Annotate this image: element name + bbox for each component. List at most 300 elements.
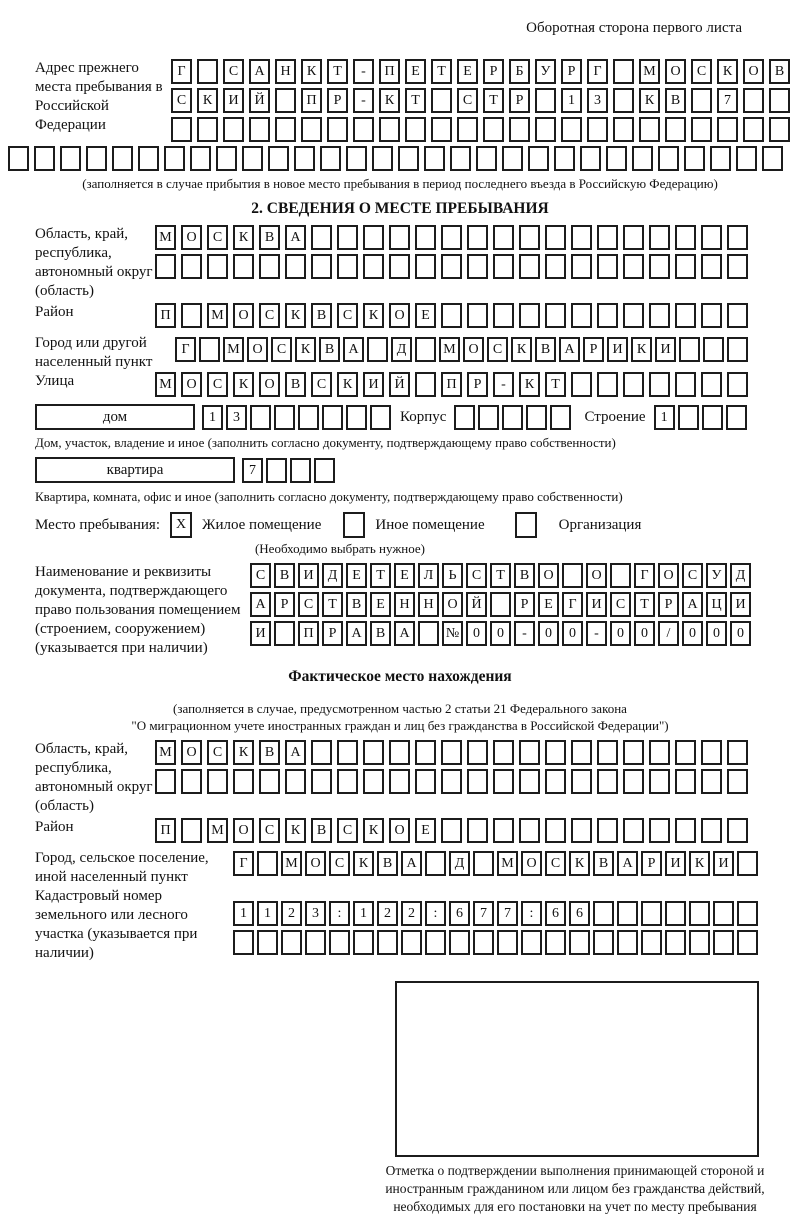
char-cell[interactable]: М [155,372,176,397]
char-cell[interactable] [562,563,583,588]
char-cell[interactable]: О [181,740,202,765]
char-cell[interactable] [441,740,462,765]
char-cell[interactable]: К [233,372,254,397]
char-cell[interactable]: К [197,88,218,113]
char-cell[interactable] [736,146,757,171]
char-cell[interactable] [675,303,696,328]
char-cell[interactable]: 0 [466,621,487,646]
char-cell[interactable] [329,930,350,955]
char-cell[interactable] [274,405,295,430]
char-cell[interactable]: Р [327,88,348,113]
char-cell[interactable]: Е [370,592,391,617]
char-cell[interactable]: О [233,818,254,843]
char-cell[interactable] [493,225,514,250]
char-cell[interactable] [8,146,29,171]
char-cell[interactable]: П [155,303,176,328]
char-cell[interactable] [571,769,592,794]
char-cell[interactable]: 0 [634,621,655,646]
char-cell[interactable]: : [329,901,350,926]
char-cell[interactable]: С [171,88,192,113]
char-cell[interactable] [431,88,452,113]
char-cell[interactable]: В [514,563,535,588]
char-cell[interactable]: М [155,225,176,250]
char-cell[interactable]: 0 [538,621,559,646]
char-cell[interactable] [502,405,523,430]
char-cell[interactable]: К [519,372,540,397]
char-cell[interactable]: С [298,592,319,617]
char-cell[interactable]: Г [587,59,608,84]
char-cell[interactable]: С [545,851,566,876]
char-cell[interactable] [363,769,384,794]
char-cell[interactable] [301,117,322,142]
char-cell[interactable]: / [658,621,679,646]
char-cell[interactable]: С [329,851,350,876]
char-cell[interactable] [689,901,710,926]
char-cell[interactable]: С [223,59,244,84]
char-cell[interactable]: О [247,337,268,362]
char-cell[interactable]: Б [509,59,530,84]
char-cell[interactable] [353,930,374,955]
char-cell[interactable] [424,146,445,171]
char-cell[interactable] [389,225,410,250]
char-cell[interactable] [233,930,254,955]
char-cell[interactable] [593,930,614,955]
char-cell[interactable] [545,740,566,765]
char-cell[interactable] [327,117,348,142]
char-cell[interactable]: А [559,337,580,362]
char-cell[interactable] [571,372,592,397]
char-cell[interactable]: Р [509,88,530,113]
char-cell[interactable]: Р [641,851,662,876]
char-cell[interactable] [322,405,343,430]
char-cell[interactable] [233,769,254,794]
char-cell[interactable]: 7 [717,88,738,113]
char-cell[interactable]: С [271,337,292,362]
char-cell[interactable]: С [207,740,228,765]
char-cell[interactable] [181,769,202,794]
char-cell[interactable] [155,254,176,279]
char-cell[interactable] [415,372,436,397]
char-cell[interactable] [372,146,393,171]
char-cell[interactable] [519,769,540,794]
char-cell[interactable] [389,740,410,765]
char-cell[interactable]: С [682,563,703,588]
char-cell[interactable] [597,225,618,250]
char-cell[interactable] [476,146,497,171]
char-cell[interactable] [257,930,278,955]
char-cell[interactable] [545,769,566,794]
char-cell[interactable]: 6 [449,901,470,926]
char-cell[interactable] [684,146,705,171]
char-cell[interactable] [545,225,566,250]
char-cell[interactable]: П [298,621,319,646]
char-cell[interactable]: - [514,621,535,646]
char-cell[interactable] [320,146,341,171]
char-cell[interactable] [641,930,662,955]
char-cell[interactable]: Н [418,592,439,617]
char-cell[interactable] [493,740,514,765]
char-cell[interactable] [346,405,367,430]
char-cell[interactable] [675,818,696,843]
char-cell[interactable] [223,117,244,142]
char-cell[interactable] [181,818,202,843]
char-cell[interactable] [250,405,271,430]
char-cell[interactable] [305,930,326,955]
char-cell[interactable] [60,146,81,171]
char-cell[interactable]: А [617,851,638,876]
char-cell[interactable]: Г [233,851,254,876]
char-cell[interactable] [415,740,436,765]
char-cell[interactable] [415,254,436,279]
char-cell[interactable]: Р [583,337,604,362]
char-cell[interactable] [737,851,758,876]
char-cell[interactable]: О [521,851,542,876]
char-cell[interactable]: Р [561,59,582,84]
char-cell[interactable] [281,930,302,955]
char-cell[interactable] [314,458,335,483]
char-cell[interactable] [703,337,724,362]
char-cell[interactable]: Л [418,563,439,588]
char-cell[interactable]: - [493,372,514,397]
char-cell[interactable] [701,372,722,397]
char-cell[interactable] [449,930,470,955]
char-cell[interactable] [509,117,530,142]
char-cell[interactable] [675,372,696,397]
char-cell[interactable]: У [535,59,556,84]
char-cell[interactable]: А [682,592,703,617]
char-cell[interactable] [571,225,592,250]
char-cell[interactable]: О [743,59,764,84]
char-cell[interactable]: Т [634,592,655,617]
char-cell[interactable]: Д [449,851,470,876]
char-cell[interactable]: К [363,818,384,843]
char-cell[interactable]: 7 [242,458,263,483]
char-cell[interactable] [441,225,462,250]
char-cell[interactable] [561,117,582,142]
char-cell[interactable]: Е [457,59,478,84]
char-cell[interactable] [249,117,270,142]
char-cell[interactable]: С [610,592,631,617]
char-cell[interactable]: Р [467,372,488,397]
char-cell[interactable] [298,405,319,430]
char-cell[interactable]: В [593,851,614,876]
char-cell[interactable] [737,930,758,955]
char-cell[interactable]: К [233,740,254,765]
char-cell[interactable] [519,740,540,765]
char-cell[interactable]: Й [389,372,410,397]
char-cell[interactable] [473,851,494,876]
char-cell[interactable]: О [181,372,202,397]
char-cell[interactable] [441,769,462,794]
char-cell[interactable]: Д [322,563,343,588]
char-cell[interactable] [398,146,419,171]
char-cell[interactable]: К [569,851,590,876]
char-cell[interactable] [727,303,748,328]
char-cell[interactable]: Р [322,621,343,646]
char-cell[interactable] [415,225,436,250]
char-cell[interactable] [649,740,670,765]
char-cell[interactable] [571,818,592,843]
char-cell[interactable] [649,254,670,279]
char-cell[interactable] [259,254,280,279]
char-cell[interactable]: К [295,337,316,362]
char-cell[interactable] [405,117,426,142]
char-cell[interactable]: И [730,592,751,617]
char-cell[interactable] [550,405,571,430]
char-cell[interactable] [613,59,634,84]
char-cell[interactable] [216,146,237,171]
char-cell[interactable]: 0 [682,621,703,646]
char-cell[interactable] [337,225,358,250]
char-cell[interactable] [285,769,306,794]
char-cell[interactable] [497,930,518,955]
char-cell[interactable]: В [370,621,391,646]
char-cell[interactable]: С [337,818,358,843]
char-cell[interactable] [257,851,278,876]
char-cell[interactable] [665,117,686,142]
char-cell[interactable]: 6 [545,901,566,926]
char-cell[interactable] [86,146,107,171]
char-cell[interactable] [431,117,452,142]
char-cell[interactable]: А [394,621,415,646]
char-cell[interactable] [689,930,710,955]
char-cell[interactable] [597,818,618,843]
char-cell[interactable]: А [346,621,367,646]
char-cell[interactable]: 1 [353,901,374,926]
char-cell[interactable]: О [665,59,686,84]
char-cell[interactable]: К [631,337,652,362]
char-cell[interactable] [493,254,514,279]
char-cell[interactable]: Т [322,592,343,617]
char-cell[interactable] [171,117,192,142]
char-cell[interactable] [701,303,722,328]
char-cell[interactable]: О [181,225,202,250]
char-cell[interactable] [454,405,475,430]
char-cell[interactable]: С [207,225,228,250]
char-cell[interactable]: Й [249,88,270,113]
char-cell[interactable] [701,225,722,250]
char-cell[interactable]: У [706,563,727,588]
char-cell[interactable] [679,337,700,362]
char-cell[interactable]: В [274,563,295,588]
char-cell[interactable]: И [607,337,628,362]
char-cell[interactable] [678,405,699,430]
char-cell[interactable]: 0 [490,621,511,646]
char-cell[interactable] [727,337,748,362]
char-cell[interactable] [521,930,542,955]
char-cell[interactable] [441,254,462,279]
char-cell[interactable]: С [259,303,280,328]
char-cell[interactable] [727,740,748,765]
char-cell[interactable]: С [337,303,358,328]
char-cell[interactable] [665,901,686,926]
char-cell[interactable] [727,372,748,397]
char-cell[interactable]: К [301,59,322,84]
char-cell[interactable]: 1 [257,901,278,926]
char-cell[interactable] [199,337,220,362]
char-cell[interactable] [545,254,566,279]
char-cell[interactable] [701,818,722,843]
char-cell[interactable] [623,303,644,328]
checkbox-organization[interactable] [515,512,537,538]
char-cell[interactable] [425,930,446,955]
char-cell[interactable]: 6 [569,901,590,926]
char-cell[interactable]: М [223,337,244,362]
char-cell[interactable]: О [233,303,254,328]
char-cell[interactable] [367,337,388,362]
char-cell[interactable] [311,769,332,794]
char-cell[interactable]: К [233,225,254,250]
char-cell[interactable] [535,88,556,113]
char-cell[interactable]: И [223,88,244,113]
char-cell[interactable]: К [353,851,374,876]
house-box[interactable]: дом [35,404,195,430]
char-cell[interactable] [526,405,547,430]
char-cell[interactable]: Е [346,563,367,588]
char-cell[interactable]: К [717,59,738,84]
char-cell[interactable] [337,769,358,794]
char-cell[interactable]: О [389,818,410,843]
char-cell[interactable] [717,117,738,142]
char-cell[interactable]: И [665,851,686,876]
char-cell[interactable] [727,225,748,250]
char-cell[interactable] [311,740,332,765]
char-cell[interactable] [519,303,540,328]
char-cell[interactable]: Г [175,337,196,362]
char-cell[interactable]: М [281,851,302,876]
char-cell[interactable] [727,818,748,843]
char-cell[interactable] [737,901,758,926]
char-cell[interactable] [649,303,670,328]
char-cell[interactable] [389,254,410,279]
char-cell[interactable] [441,303,462,328]
char-cell[interactable]: В [311,303,332,328]
char-cell[interactable]: Г [562,592,583,617]
char-cell[interactable] [702,405,723,430]
char-cell[interactable] [675,254,696,279]
char-cell[interactable] [713,930,734,955]
char-cell[interactable]: В [665,88,686,113]
char-cell[interactable]: П [155,818,176,843]
char-cell[interactable] [649,372,670,397]
char-cell[interactable] [649,818,670,843]
char-cell[interactable] [363,225,384,250]
char-cell[interactable] [285,254,306,279]
char-cell[interactable]: : [521,901,542,926]
char-cell[interactable] [415,337,436,362]
char-cell[interactable]: - [353,59,374,84]
char-cell[interactable] [623,254,644,279]
char-cell[interactable]: К [285,303,306,328]
char-cell[interactable]: К [511,337,532,362]
char-cell[interactable]: : [425,901,446,926]
char-cell[interactable] [418,621,439,646]
char-cell[interactable]: Р [514,592,535,617]
char-cell[interactable] [623,769,644,794]
char-cell[interactable]: С [691,59,712,84]
char-cell[interactable] [649,225,670,250]
char-cell[interactable]: 0 [610,621,631,646]
char-cell[interactable] [675,769,696,794]
char-cell[interactable]: В [769,59,790,84]
checkbox-other-premises[interactable] [343,512,365,538]
char-cell[interactable]: О [305,851,326,876]
char-cell[interactable] [545,818,566,843]
char-cell[interactable]: М [155,740,176,765]
char-cell[interactable]: 2 [401,901,422,926]
char-cell[interactable]: А [249,59,270,84]
char-cell[interactable]: 7 [473,901,494,926]
char-cell[interactable] [353,117,374,142]
char-cell[interactable]: О [586,563,607,588]
char-cell[interactable] [597,254,618,279]
char-cell[interactable] [701,740,722,765]
char-cell[interactable] [597,740,618,765]
char-cell[interactable]: 0 [562,621,583,646]
char-cell[interactable] [610,563,631,588]
char-cell[interactable]: В [259,225,280,250]
char-cell[interactable]: Т [327,59,348,84]
char-cell[interactable] [197,117,218,142]
char-cell[interactable] [493,818,514,843]
char-cell[interactable]: 3 [305,901,326,926]
char-cell[interactable] [467,225,488,250]
char-cell[interactable] [691,117,712,142]
char-cell[interactable] [545,303,566,328]
char-cell[interactable]: И [655,337,676,362]
char-cell[interactable] [597,769,618,794]
char-cell[interactable] [363,740,384,765]
char-cell[interactable]: О [259,372,280,397]
char-cell[interactable]: 0 [730,621,751,646]
char-cell[interactable] [164,146,185,171]
char-cell[interactable] [467,769,488,794]
char-cell[interactable]: Г [634,563,655,588]
char-cell[interactable] [389,769,410,794]
char-cell[interactable] [528,146,549,171]
char-cell[interactable]: А [343,337,364,362]
char-cell[interactable] [597,303,618,328]
char-cell[interactable]: Е [538,592,559,617]
char-cell[interactable]: 1 [654,405,675,430]
char-cell[interactable] [425,851,446,876]
char-cell[interactable] [207,769,228,794]
char-cell[interactable] [762,146,783,171]
char-cell[interactable] [138,146,159,171]
char-cell[interactable] [478,405,499,430]
char-cell[interactable]: С [250,563,271,588]
char-cell[interactable] [623,740,644,765]
char-cell[interactable] [571,254,592,279]
char-cell[interactable]: И [298,563,319,588]
char-cell[interactable]: № [442,621,463,646]
char-cell[interactable]: 1 [233,901,254,926]
char-cell[interactable]: - [586,621,607,646]
char-cell[interactable]: Р [483,59,504,84]
char-cell[interactable]: Т [490,563,511,588]
char-cell[interactable] [490,592,511,617]
checkbox-residential[interactable]: X [170,512,192,538]
char-cell[interactable] [190,146,211,171]
char-cell[interactable]: П [379,59,400,84]
char-cell[interactable] [587,117,608,142]
char-cell[interactable] [769,88,790,113]
char-cell[interactable] [493,769,514,794]
char-cell[interactable]: Е [415,818,436,843]
char-cell[interactable] [658,146,679,171]
char-cell[interactable] [675,740,696,765]
char-cell[interactable]: 2 [377,901,398,926]
